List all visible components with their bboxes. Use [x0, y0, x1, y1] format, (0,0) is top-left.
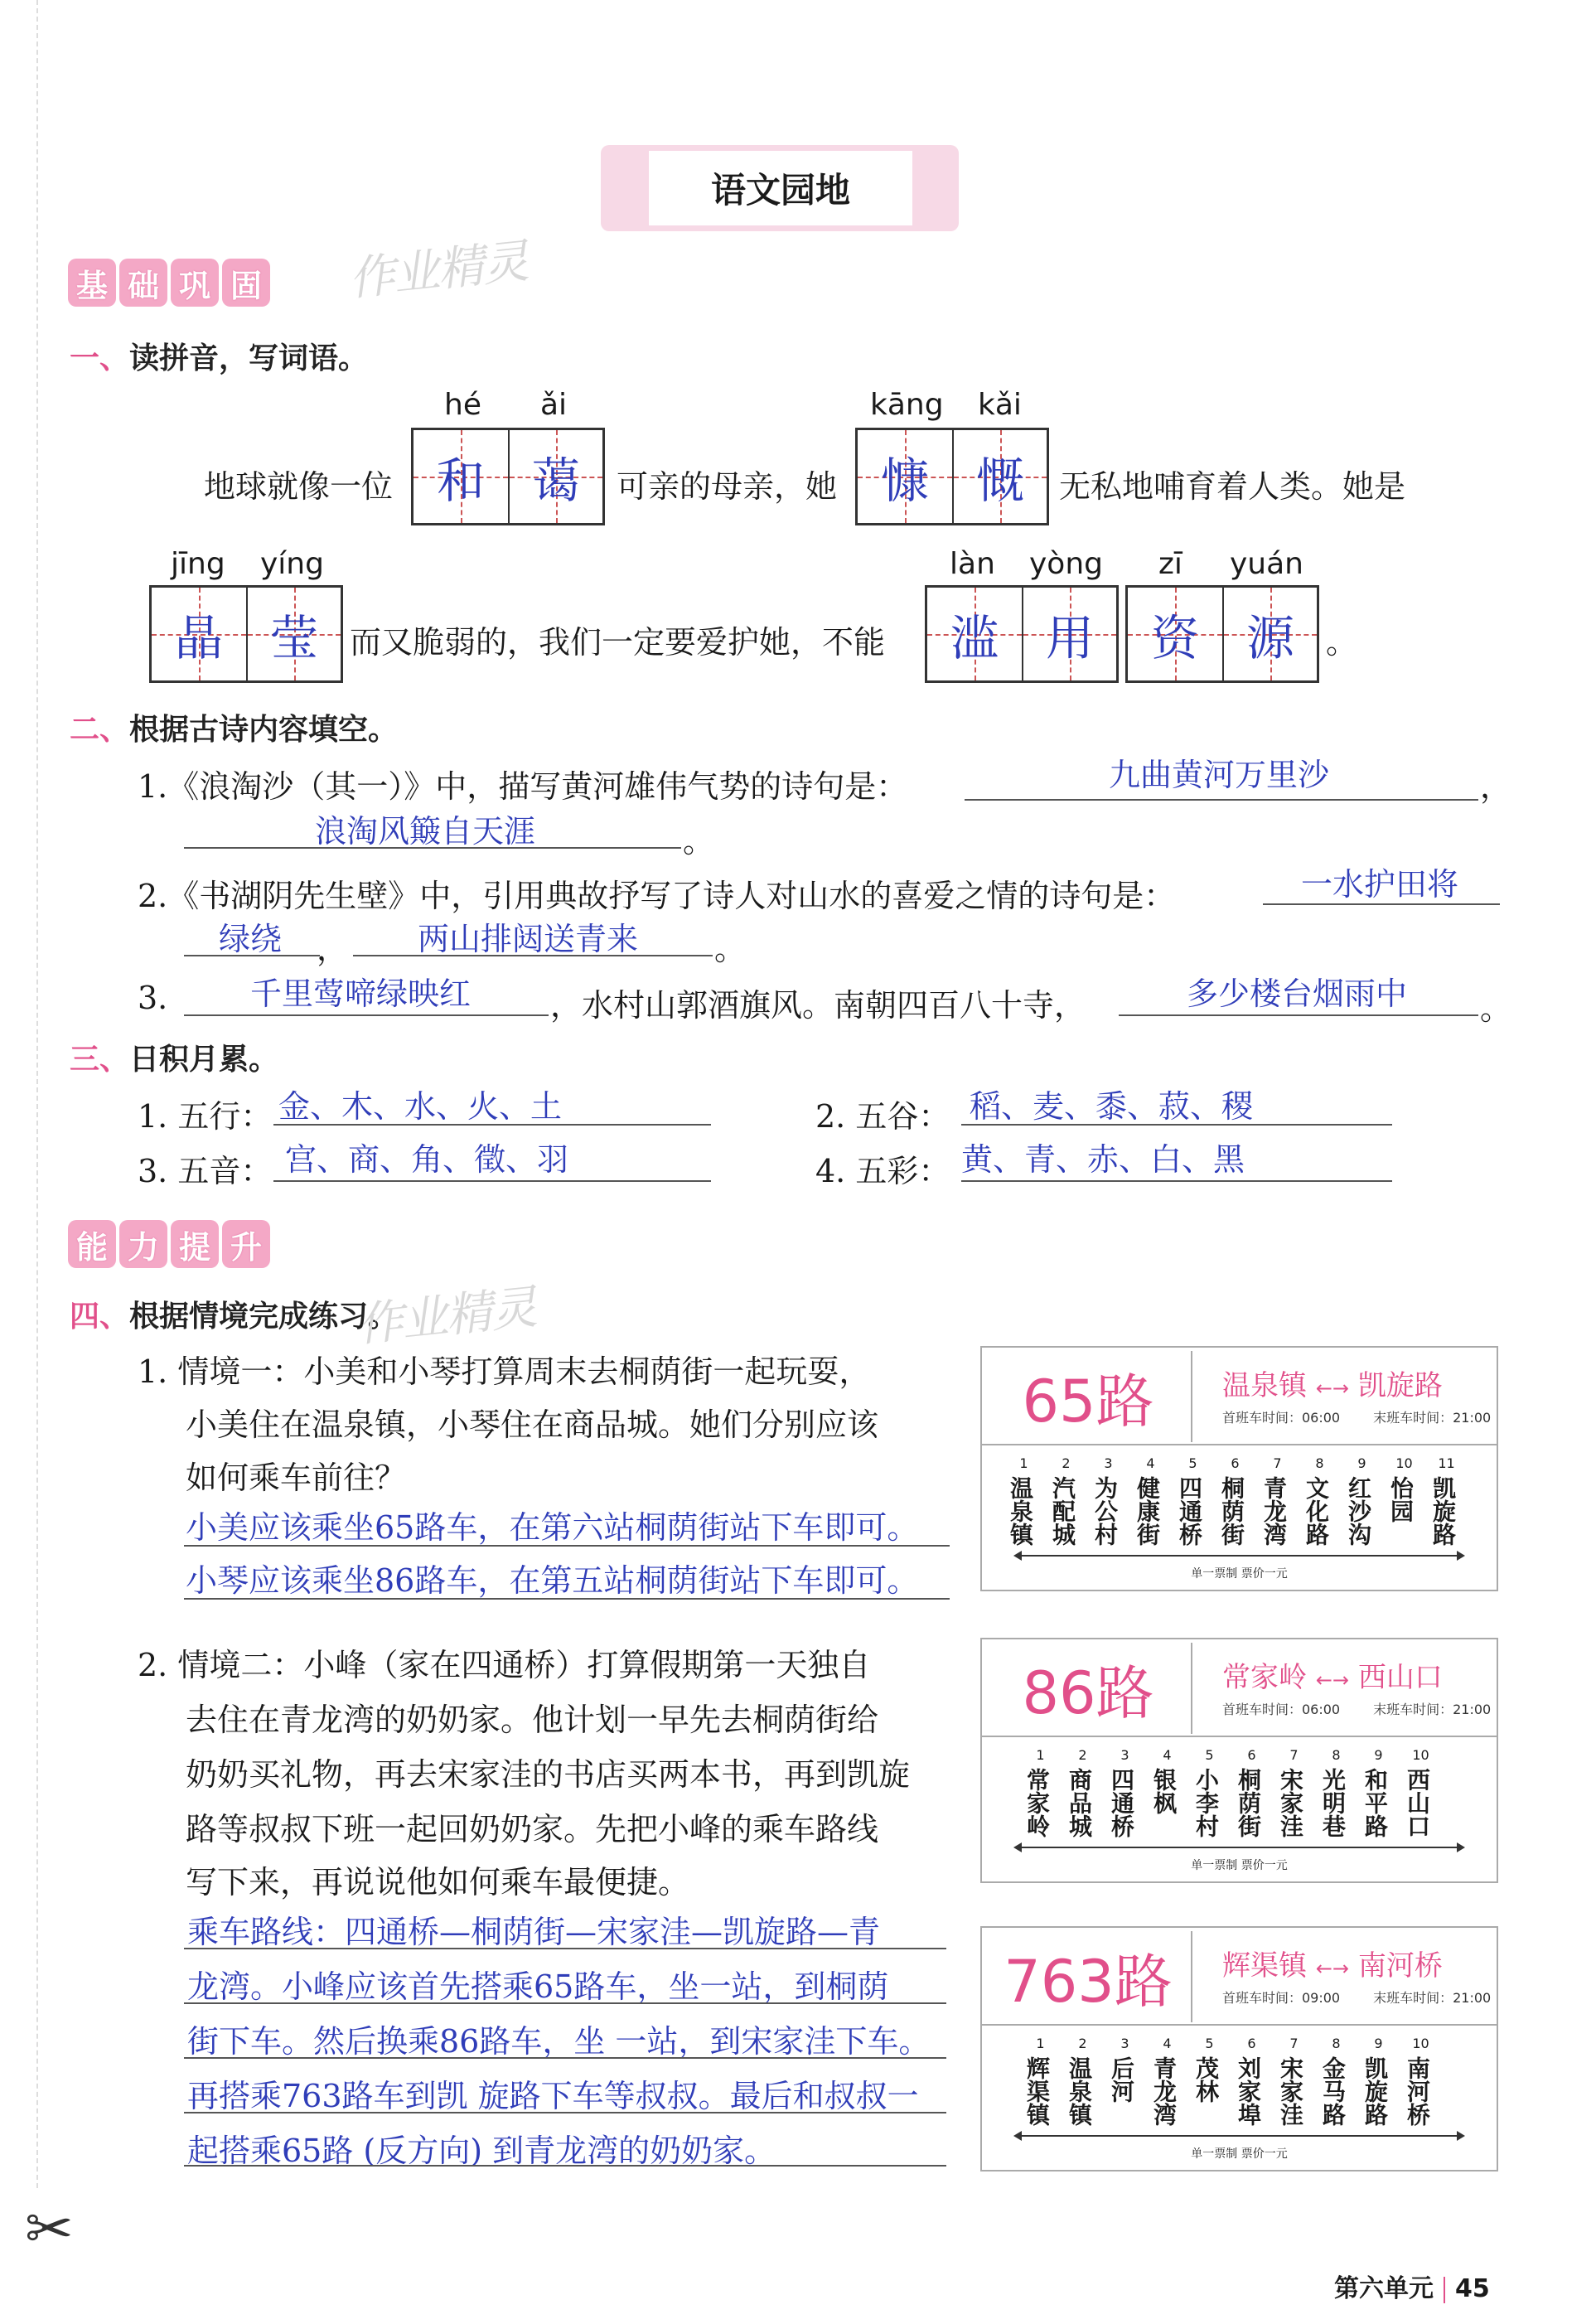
text: 地球就像一位 [204, 468, 394, 505]
answer: 小琴应该乘坐86路车，在第五站桐荫街站下车即可。 [186, 1562, 919, 1599]
answer-line [965, 799, 1478, 801]
section-2-heading: 二、根据古诗内容填空。 [70, 713, 399, 747]
stop-list [1008, 1455, 1462, 1546]
bus-stop: 3 四通桥 [1108, 1747, 1135, 1837]
answer: 浪淘风簸自天涯 [315, 813, 536, 850]
answer-grid [149, 585, 343, 683]
bus-stop: 4 健康街 [1134, 1455, 1161, 1546]
scissors-icon: ✂ [25, 2195, 74, 2263]
unit-label: 第六单元 [1334, 2274, 1434, 2303]
answer: 九曲黄河万里沙 [1109, 757, 1330, 793]
pinyin: kāng [870, 388, 944, 422]
page-footer [1334, 2268, 1490, 2304]
answer: 街下车。然后换乘86路车，坐 一站，到宋家洼下车。 [187, 2023, 931, 2060]
pinyin: hé [444, 388, 481, 422]
cut-line [36, 0, 38, 2188]
text: 。 [714, 931, 747, 967]
bus-stop: 2 温泉镇 [1066, 2036, 1093, 2126]
bus-stop: 7 宋家洼 [1277, 2036, 1304, 2126]
question: 1.《浪淘沙（其一）》中，描写黄河雄伟气势的诗句是： [138, 768, 908, 805]
question: 2.《书湖阴先生壁》中，引用典故抒写了诗人对山水的喜爱之情的诗句是： [138, 878, 1176, 914]
bus-stop: 7 青龙湾 [1260, 1455, 1288, 1546]
grid-cell: 晶 [152, 588, 246, 680]
answer-grid [855, 428, 1049, 525]
answer-line [184, 1598, 950, 1600]
answer: 龙湾。小峰应该首先搭乘65路车，坐一站，到桐荫 [187, 1968, 889, 2005]
pinyin: làn [950, 547, 995, 581]
answer-grid [1125, 585, 1319, 683]
answer-line [273, 1180, 711, 1182]
answer: 小美应该乘坐65路车，在第六站桐荫街站下车即可。 [186, 1509, 919, 1546]
text: 。 [1326, 624, 1358, 661]
pinyin: yuán [1230, 547, 1303, 581]
pinyin: ǎi [540, 388, 568, 422]
bus-stop: 10 西山口 [1404, 1747, 1431, 1837]
stop-list [1025, 1747, 1436, 1837]
pinyin: yíng [260, 547, 324, 581]
scenario-text: 路等叔叔下班一起回奶奶家。先把小峰的乘车路线 [186, 1811, 879, 1847]
answer: 黄、青、赤、白、黑 [961, 1141, 1245, 1178]
grid-cell: 资 [1128, 588, 1222, 680]
text: 而又脆弱的，我们一定要爱护她，不能 [350, 624, 886, 661]
bus-stop: 9 红沙沟 [1345, 1455, 1372, 1546]
bus-stop: 8 文化路 [1303, 1455, 1330, 1546]
answer-line [184, 2002, 946, 2004]
answer-line [1119, 1014, 1478, 1016]
answer-line [184, 2057, 946, 2059]
bus-card-65: 65路 温泉镇 ←→ 凯旋路 首班车时间：06:00 末班车时间：21:00 1 温泉镇 2 汽配城 3 为公村 4 健康街 5 四通桥 6 桐荫街 7 青龙湾 8 文化路 9 红沙沟 10 怡园 11 凯旋路 单一票制 票价一元 [980, 1346, 1498, 1591]
watermark: 作业精灵 [346, 234, 530, 307]
bus-stop: 2 汽配城 [1049, 1455, 1076, 1546]
bus-stop: 10 南河桥 [1404, 2036, 1431, 2126]
bus-stop: 5 小李村 [1192, 1747, 1220, 1837]
bus-card-86: 86路 常家岭 ←→ 西山口 首班车时间：06:00 末班车时间：21:00 1 常家岭 2 商品城 3 四通桥 4 银枫 5 小李村 6 桐荫街 7 宋家洼 8 光明巷 9 和平路 10 西山口 单一票制 票价一元 [980, 1638, 1498, 1883]
section-1-heading: 一、读拼音，写词语。 [70, 341, 369, 375]
pinyin: jīng [171, 547, 225, 581]
item-label: 1. 五行： [138, 1098, 273, 1135]
answer: 稻、麦、黍、菽、稷 [970, 1088, 1254, 1125]
answer-line [184, 2165, 946, 2167]
text: ，水村山郭酒旗风。南朝四百八十寺， [550, 987, 1086, 1024]
bus-stop: 1 温泉镇 [1007, 1455, 1034, 1546]
answer: 一水护田将 [1301, 866, 1459, 903]
bus-stop: 6 刘家埠 [1235, 2036, 1262, 2126]
grid-cell: 慨 [952, 430, 1047, 523]
bus-stop: 1 辉渠镇 [1023, 2036, 1051, 2126]
grid-cell: 慷 [858, 430, 952, 523]
answer-line [184, 1545, 950, 1547]
scenario-text: 2. 情境二：小峰（家在四通桥）打算假期第一天独自 [138, 1647, 871, 1683]
bus-stop: 5 茂林 [1192, 2036, 1220, 2103]
answer: 再搭乘763路车到凯 旋路下车等叔叔。最后和叔叔一 [187, 2078, 919, 2114]
answer: 宫、商、角、徵、羽 [285, 1141, 569, 1178]
grid-cell: 用 [1022, 588, 1116, 680]
bus-stop: 4 银枫 [1150, 1747, 1178, 1814]
pinyin: yòng [1029, 547, 1103, 581]
bus-stop: 10 怡园 [1387, 1455, 1415, 1523]
answer-line [184, 1948, 946, 1949]
answer: 千里莺啼绿映红 [250, 976, 472, 1012]
scenario-text: 去住在青龙湾的奶奶家。他计划一早先去桐荫街给 [186, 1702, 879, 1738]
bus-stop: 4 青龙湾 [1150, 2036, 1178, 2126]
section-4-heading: 四、根据情境完成练习。 [70, 1300, 399, 1334]
text: 无私地哺育着人类。她是 [1059, 468, 1406, 505]
grid-cell: 滥 [927, 588, 1022, 680]
bus-stop: 3 后河 [1108, 2036, 1135, 2103]
bus-stop: 8 金马路 [1319, 2036, 1347, 2126]
text: 3. [138, 980, 168, 1016]
bus-stop: 2 商品城 [1066, 1747, 1093, 1837]
section-banner-advanced: 能 力 提 升 [68, 1220, 270, 1268]
answer: 起搭乘65路 (反方向) 到青龙湾的奶奶家。 [187, 2133, 776, 2169]
grid-cell: 源 [1222, 588, 1317, 680]
answer-line [961, 1180, 1392, 1182]
answer-grid [925, 585, 1119, 683]
bus-stop: 11 凯旋路 [1429, 1455, 1457, 1546]
scenario-text: 小美住在温泉镇，小琴住在商品城。她们分别应该 [186, 1407, 879, 1443]
section-3-heading: 三、日积月累。 [70, 1043, 279, 1077]
scenario-text: 1. 情境一：小美和小琴打算周末去桐荫街一起玩耍， [138, 1353, 871, 1390]
answer-line [184, 1014, 549, 1016]
item-label: 4. 五彩： [815, 1153, 950, 1189]
bus-stop: 7 宋家洼 [1277, 1747, 1304, 1837]
watermark: 作业精灵 [354, 1280, 539, 1353]
answer: 绿绕 [219, 921, 283, 957]
answer-line [184, 2112, 946, 2113]
answer: 乘车路线：四通桥—桐荫街—宋家洼—凯旋路—青 [187, 1914, 881, 1950]
stop-list [1025, 2036, 1436, 2126]
answer: 金、木、水、火、土 [278, 1088, 563, 1125]
text: 。 [683, 823, 715, 859]
grid-cell: 蔼 [508, 430, 602, 523]
pinyin: zī [1158, 547, 1182, 581]
item-label: 3. 五音： [138, 1153, 273, 1189]
bus-stop: 9 凯旋路 [1361, 2036, 1389, 2126]
bus-stop: 3 为公村 [1091, 1455, 1119, 1546]
item-label: 2. 五谷： [815, 1098, 950, 1135]
grid-cell: 和 [414, 430, 508, 523]
answer-grid [411, 428, 605, 525]
page-title: 语文园地 [649, 151, 912, 225]
section-banner-basic: 基 础 巩 固 [68, 259, 270, 307]
text: 。 [1480, 990, 1512, 1027]
text: 可亲的母亲，她 [617, 468, 838, 505]
answer: 多少楼台烟雨中 [1187, 976, 1408, 1012]
bus-card-763: 763路 辉渠镇 ←→ 南河桥 首班车时间：09:00 末班车时间：21:00 1 辉渠镇 2 温泉镇 3 后河 4 青龙湾 5 茂林 6 刘家埠 7 宋家洼 8 金马路 9 凯旋路 10 南河桥 单一票制 票价一元 [980, 1926, 1498, 2171]
scenario-text: 奶奶买礼物，再去宋家洼的书店买两本书，再到凯旋 [186, 1756, 911, 1793]
bus-stop: 6 桐荫街 [1218, 1455, 1245, 1546]
text: ， [317, 931, 349, 967]
grid-cell: 莹 [246, 588, 341, 680]
text: ， [1480, 768, 1512, 805]
bus-stop: 9 和平路 [1361, 1747, 1389, 1837]
bus-stop: 6 桐荫街 [1235, 1747, 1262, 1837]
page-number: 45 [1455, 2274, 1490, 2303]
pinyin: kǎi [978, 388, 1022, 422]
scenario-text: 如何乘车前往？ [186, 1460, 407, 1496]
scenario-text: 写下来，再说说他如何乘车最便捷。 [186, 1864, 690, 1900]
bus-stop: 1 常家岭 [1023, 1747, 1051, 1837]
answer: 两山排闼送青来 [418, 921, 639, 957]
bus-stop: 5 四通桥 [1176, 1455, 1203, 1546]
bus-stop: 8 光明巷 [1319, 1747, 1347, 1837]
